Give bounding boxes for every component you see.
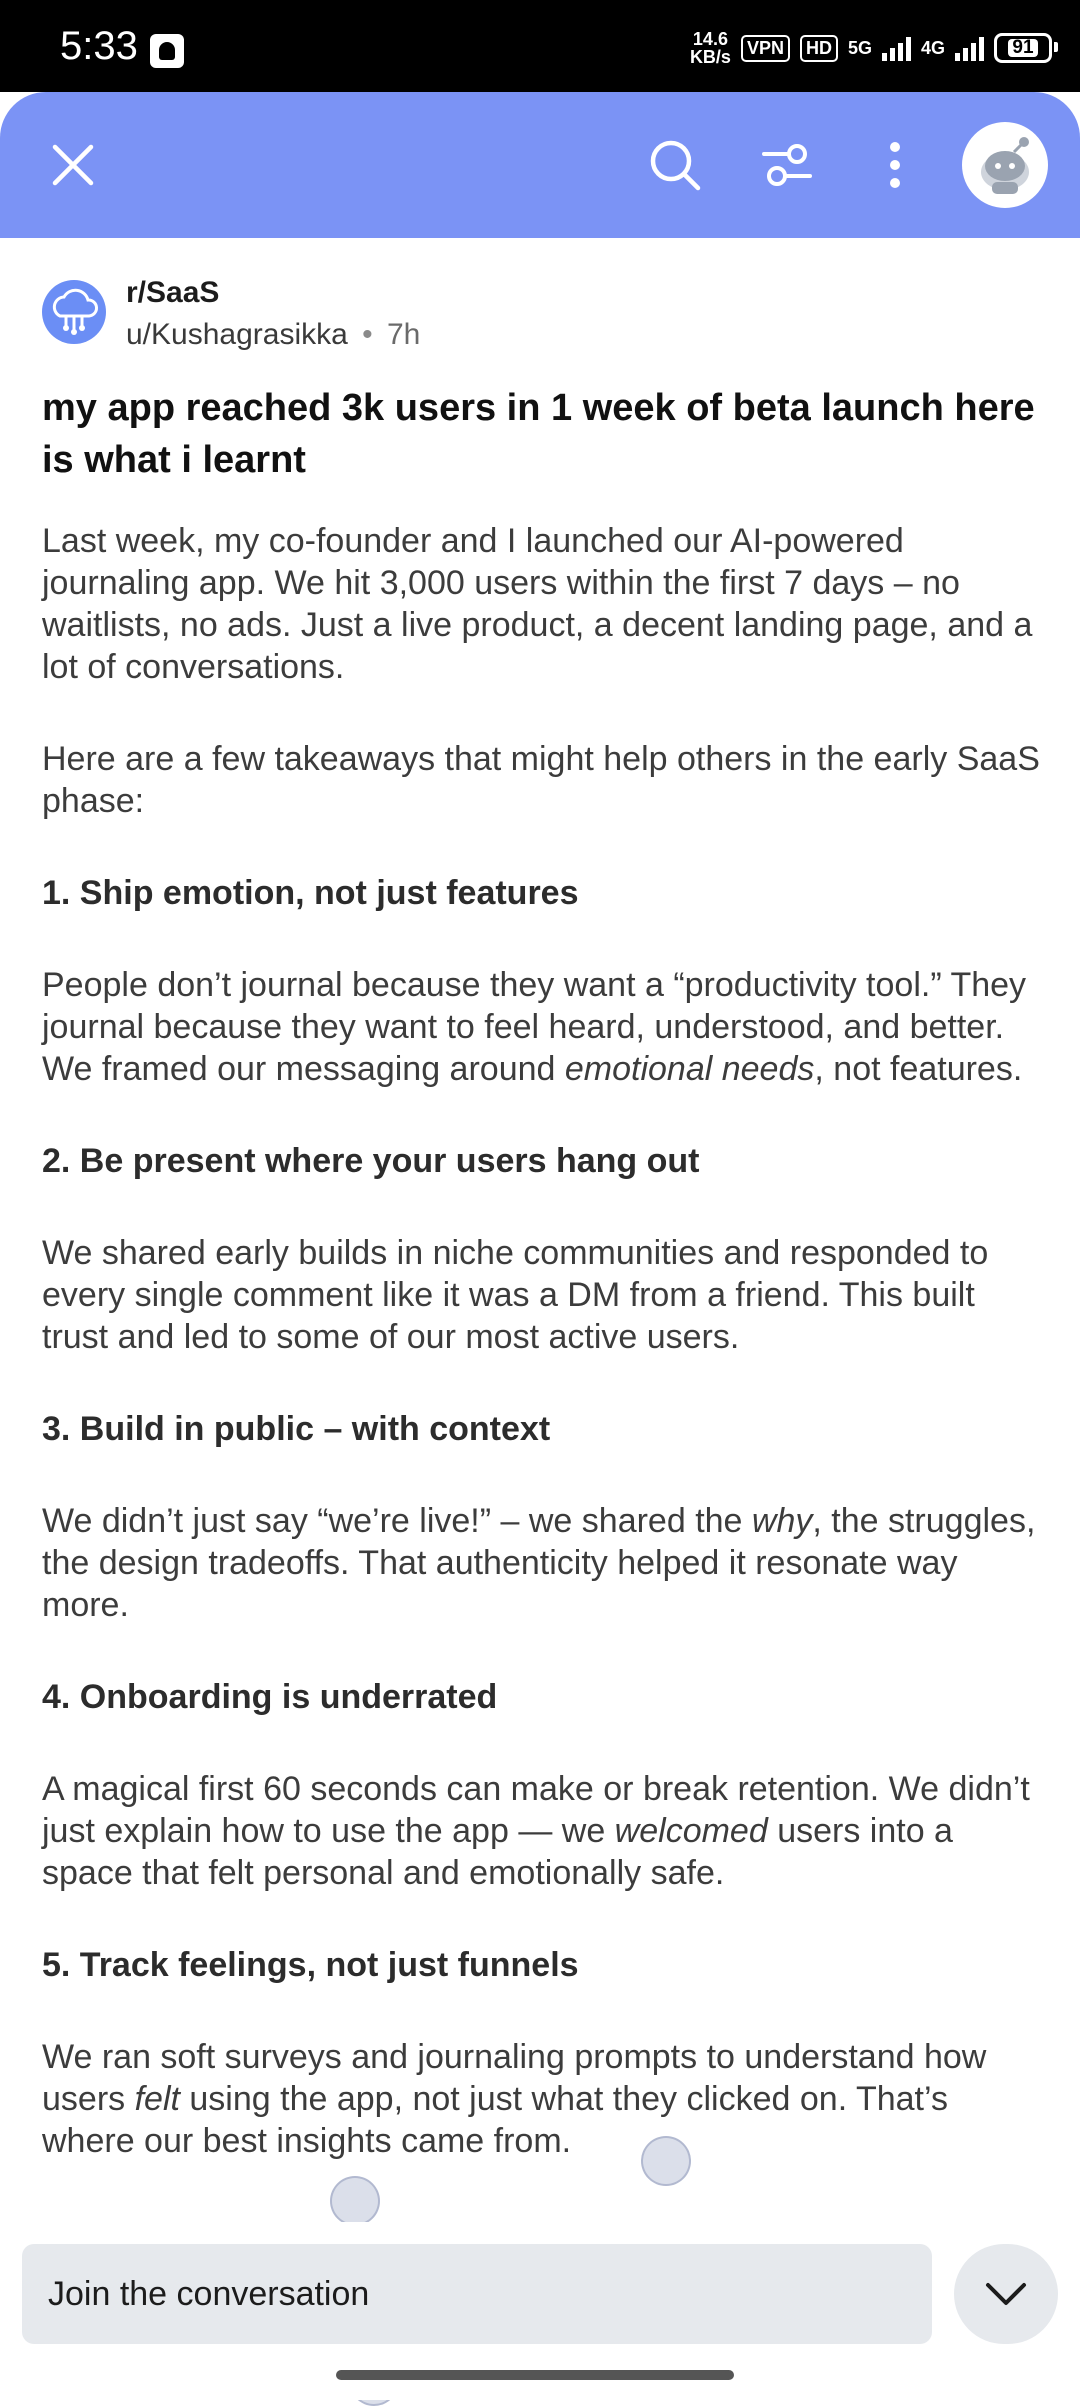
section-paragraph-5 [42, 2036, 1042, 2162]
section-paragraph-2: We shared early builds in niche communities and responded to every single comment like it was a DM from a friend. This built trust and led to some of our most active users. [42, 1234, 989, 1356]
intro-paragraph-1: Last week, my co-founder and I launched our AI-powered journaling app. We hit 3,000 users within the first 7 days – no waitlists, no ads. Just a live product, a decent landing page, and a lot of conversations. [42, 522, 1033, 686]
text-span: using the app, not just what they clicked on. That’s where our best insights came from. [42, 2080, 948, 2160]
filter-button[interactable] [752, 130, 822, 200]
close-button[interactable] [38, 130, 108, 200]
subreddit-avatar[interactable] [42, 280, 106, 344]
meta-separator: • [362, 318, 373, 351]
post-title: my app reached 3k users in 1 week of beta launch here is what i learnt [42, 387, 1035, 481]
text-span: users into a space that felt personal and emotionally safe. [42, 1812, 953, 1892]
chevron-down-icon [984, 2280, 1028, 2308]
subreddit-name[interactable]: r/SaaS [126, 276, 220, 309]
section-heading-3: 3. Build in public – with context [42, 1410, 551, 1448]
hd-badge: HD [800, 35, 838, 62]
section-paragraph-1 [42, 964, 1042, 1090]
text-span: We didn’t just say “we’re live!” – we shared the [42, 1502, 752, 1540]
network-speed-unit: KB/s [689, 47, 731, 67]
touch-indicator [641, 2136, 691, 2186]
profile-avatar-icon [962, 122, 1048, 208]
section-heading-4: 4. Onboarding is underrated [42, 1678, 498, 1716]
section-paragraph-4 [42, 1768, 1042, 1894]
network-speed-value: 14.6 [692, 29, 728, 49]
author-name[interactable]: u/Kushagrasikka [126, 318, 348, 351]
emphasis-text: why [751, 1502, 813, 1540]
text-span: People don’t journal because they want a “productivity tool.” They journal because they want to feel heard, understood, and better. We framed our messaging around [42, 966, 1027, 1088]
touch-indicator [330, 2176, 380, 2226]
search-button[interactable] [640, 130, 710, 200]
more-options-button[interactable] [860, 130, 930, 200]
status-time: 5:33 [60, 24, 138, 68]
status-bar [0, 0, 1080, 92]
text-span: , the struggles, the design tradeoffs. That authenticity helped it resonate way more. [42, 1502, 1036, 1624]
battery-level: 91 [1008, 39, 1037, 57]
post-body [42, 520, 1042, 2212]
network-4g-label: 4G [920, 37, 945, 58]
network-5g-label: 5G [847, 37, 872, 58]
signal-icon-2 [955, 35, 984, 61]
vpn-badge: VPN [741, 35, 790, 62]
section-heading-2: 2. Be present where your users hang out [42, 1142, 700, 1180]
emphasis-text: emotional needs [564, 1050, 815, 1088]
text-span: A magical first 60 seconds can make or break retention. We didn’t just explain how to use the app — we [42, 1770, 1030, 1850]
more-vertical-icon [885, 140, 905, 190]
emphasis-text: felt [134, 2080, 180, 2118]
home-indicator[interactable] [336, 2370, 734, 2380]
close-icon [50, 142, 96, 188]
cloud-network-icon [42, 280, 106, 344]
section-paragraph-3 [42, 1500, 1042, 1626]
app-bar [0, 92, 1080, 238]
post-time: 7h [387, 318, 421, 351]
section-heading-1: 1. Ship emotion, not just features [42, 874, 579, 912]
collapse-button[interactable] [954, 2244, 1058, 2344]
intro-paragraph-2: Here are a few takeaways that might help others in the early SaaS phase: [42, 740, 1040, 820]
network-speed [690, 30, 731, 66]
signal-icon [882, 35, 911, 61]
battery-icon [994, 33, 1052, 63]
filter-icon [760, 138, 814, 192]
emphasis-text: welcomed [614, 1812, 768, 1850]
notification-app-icon [150, 34, 184, 68]
text-span: , not features. [814, 1050, 1023, 1088]
section-heading-5: 5. Track feelings, not just funnels [42, 1946, 579, 1984]
profile-avatar-button[interactable] [962, 122, 1048, 208]
status-indicators [690, 30, 1052, 66]
join-conversation-input[interactable]: Join the conversation [22, 2244, 932, 2344]
text-span: We ran soft surveys and journaling prompts to understand how users [42, 2038, 987, 2118]
post-meta [126, 318, 420, 352]
search-icon [648, 138, 702, 192]
